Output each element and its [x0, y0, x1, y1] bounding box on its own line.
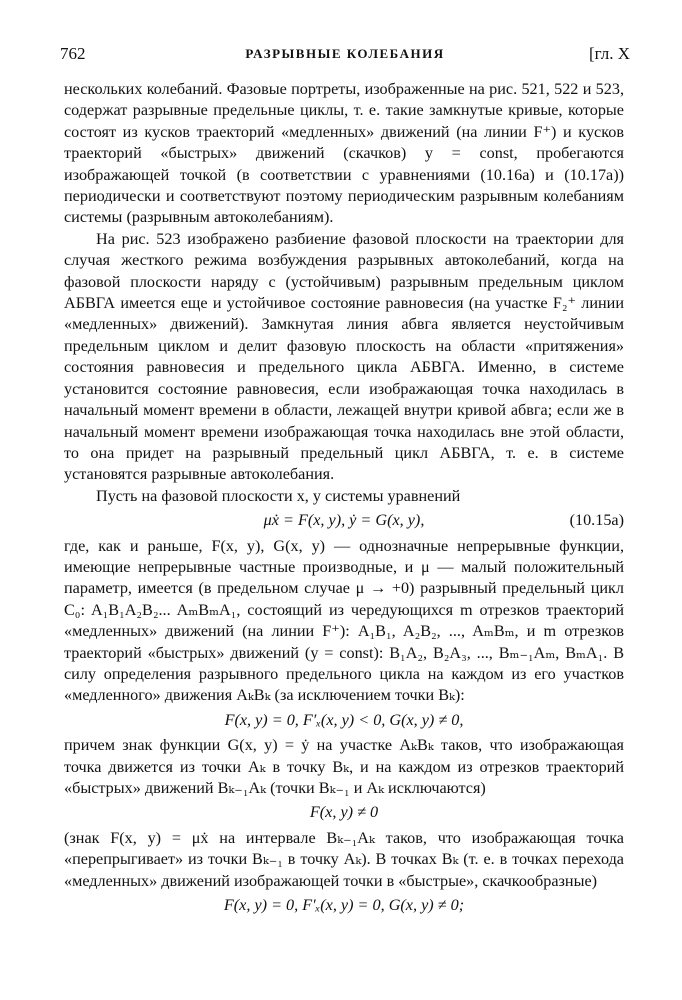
- equation-fast-motion: F(x, y) ≠ 0: [309, 803, 379, 822]
- paragraph-6: (знак F(x, y) = μẋ на интервале Bₖ₋₁Aₖ таков, что изображающая точка «перепрыгивает» из точки Bₖ₋₁ в точку Aₖ). В точках Bₖ (т. е. в точках перехода «медленных» движений изображающей точки в «быстрые», скачкообразные): [64, 828, 624, 890]
- paragraph-4: где, как и раньше, F(x, y), G(x, y) — однозначные непрерывные функции, имеющие непрерывные частные производные, и μ — малый положительный параметр, имеется (в предельном случае μ → +0) разрывный предельный цикл C₀: A₁B₁A₂B₂... AₘBₘA₁, состоящий из чередующихся m отрезков траекторий «медленных» движений (на линии F⁺): A₁B₁, A₂B₂, ..., AₘBₘ, и m отрезков траекторий «быстрых» движений (y = const): B₁A₂, B₂A₃, ..., Bₘ₋₁Aₘ, BₘA₁. В силу определения разрывного предельного цикла на каждом из его участков «медленного» движения AₖBₖ (за исключением точки Bₖ):: [64, 536, 624, 705]
- page-number: 762: [60, 44, 86, 63]
- equation-10-15a: [64, 510, 624, 531]
- paragraph-1: нескольких колебаний. Фазовые портреты, изображенные на рис. 521, 522 и 523, содержат разрывные предельные циклы, т. е. такие замкнутые кривые, которые состоят из кусков траекторий «медленных» движений (на линии F⁺) и кусков траекторий «быстрых» движений (скачков) y = const, пробегаются изображающей точкой (в соответствии с уравнениями (10.16а) и (10.17а)) периодически и соответствуют поэтому периодическим разрывным колебаниям системы (разрывным автоколебаниям).: [64, 80, 624, 227]
- equation-slow-motion: F(x, y) = 0, F′ₓ(x, y) < 0, G(x, y) ≠ 0,: [224, 710, 464, 729]
- page-body: [64, 79, 624, 920]
- paragraph-3: Пусть на фазовой плоскости x, y системы уравнений: [96, 486, 461, 505]
- equation-10-15a-number: (10.15а): [569, 511, 624, 530]
- running-title: РАЗРЫВНЫЕ КОЛЕБАНИЯ: [245, 46, 445, 61]
- running-header: [60, 44, 630, 70]
- chapter-marker: [гл. X: [588, 44, 630, 63]
- paragraph-2: На рис. 523 изображено разбиение фазовой плоскости на траектории для случая жесткого режима возбуждения разрывных автоколебаний, когда на фазовой плоскости наряду с (устойчивым) разрывным предельным циклом АБВГА имеется еще и устойчивое состояние равновесия (на участке F₂⁺ линии «медленных» движений). Замкнутая линия абвга является неустойчивым предельным циклом и делит фазовую плоскость на области «притяжения» состояния равновесия и предельного цикла АБВГА. Именно, в системе установится состояние равновесия, если изображающая точка находилась в начальный момент времени в области, лежащей внутри кривой абвга; если же в начальный момент времени изображающая точка находилась вне этой области, то она придет на разрывный предельный цикл АБВГА, т. е. в системе установятся разрывные автоколебания.: [64, 229, 624, 484]
- paragraph-5: причем знак функции G(x, y) = ẏ на участке AₖBₖ таков, что изображающая точка движется из точки Aₖ в точку Bₖ, и на каждом из отрезков траекторий «быстрых» движений Bₖ₋₁Aₖ (точки Bₖ₋₁ и Aₖ исключаются): [64, 736, 624, 797]
- equation-jump-points: F(x, y) = 0, F′ₓ(x, y) = 0, G(x, y) ≠ 0;: [223, 896, 465, 915]
- equation-10-15a-body: μẋ = F(x, y), ẏ = G(x, y),: [263, 511, 425, 530]
